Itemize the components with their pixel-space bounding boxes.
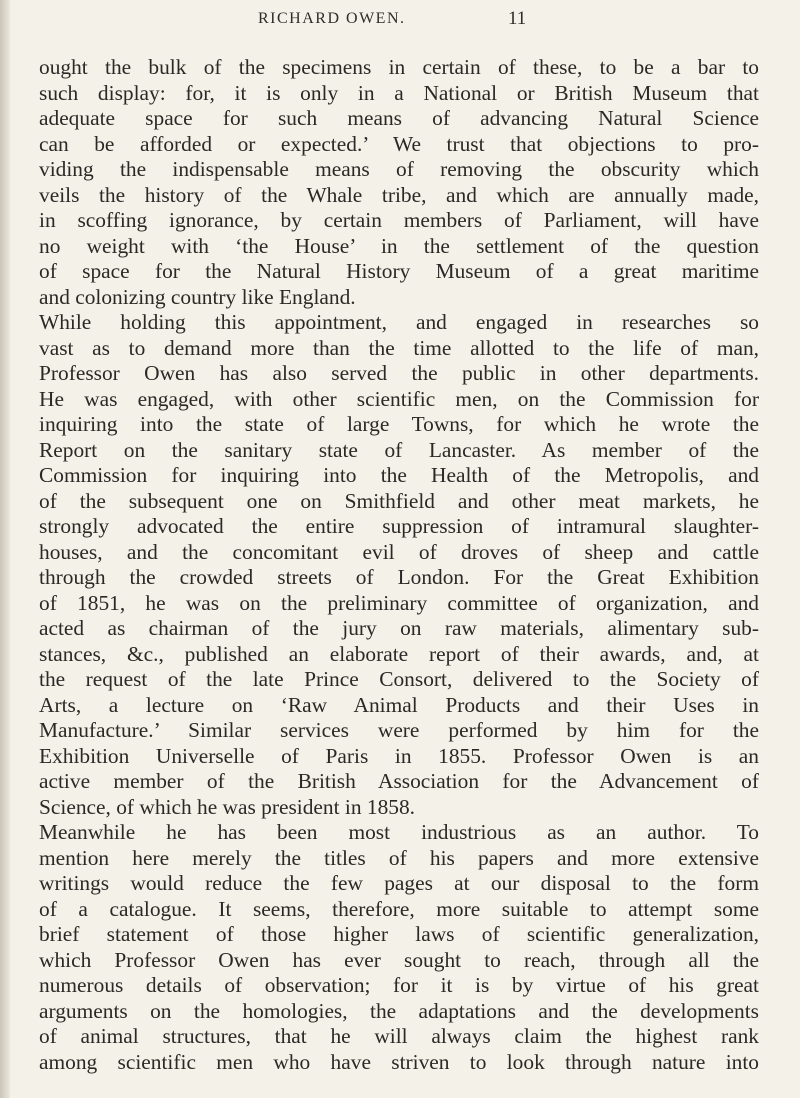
text-line: acted as chairman of the jury on raw materials, alimentary sub-: [39, 616, 759, 640]
text-line: houses, and the concomitant evil of droves of sheep and cattle: [39, 539, 759, 564]
text-line: arguments on the homologies, the adaptations and the developments: [39, 998, 759, 1023]
text-line: viding the indispensable means of removing the obscurity which: [39, 157, 759, 181]
text-line: of space for the Natural History Museum of a great maritime: [39, 259, 759, 283]
text-line: brief statement of those higher laws of scientific generalization,: [39, 922, 759, 946]
text-line: can be afforded or expected.’ We trust that objections to pro-: [39, 131, 759, 156]
text-line: Report on the sanitary state of Lancaster. As member of the: [39, 437, 759, 462]
page-number: 11: [508, 8, 527, 29]
running-head: [0, 10, 800, 34]
text-line: strongly advocated the entire suppression of intramural slaughter-: [39, 514, 759, 538]
text-line: While holding this appointment, and engaged in researches so: [39, 310, 759, 334]
text-line: of a catalogue. It seems, therefore, more suitable to attempt some: [39, 896, 759, 921]
text-line: among scientific men who have striven to look through nature into: [39, 1049, 759, 1074]
paragraph-end-line: Science, of which he was president in 1858.: [39, 794, 416, 819]
text-line: numerous details of observation; for it is by virtue of his great: [39, 973, 759, 997]
text-line: mention here merely the titles of his papers and more extensive: [39, 845, 759, 870]
paragraph-end-line: and colonizing country like England.: [39, 284, 356, 309]
text-line: no weight with ‘the House’ in the settlement of the question: [39, 233, 759, 258]
text-line: of animal structures, that he will always claim the highest rank: [39, 1024, 759, 1048]
page-binding-edge: [0, 0, 10, 1098]
text-line: which Professor Owen has ever sought to reach, through all the: [39, 947, 759, 972]
text-line: Meanwhile he has been most industrious as an author. To: [39, 820, 759, 844]
text-line: through the crowded streets of London. For the Great Exhibition: [39, 565, 759, 589]
text-line: Exhibition Universelle of Paris in 1855. Professor Owen is an: [39, 743, 759, 768]
text-line: active member of the British Association for the Advancement of: [39, 769, 759, 793]
text-line: ought the bulk of the specimens in certain of these, to be a bar to: [39, 55, 759, 79]
text-line: of the subsequent one on Smithfield and other meat markets, he: [39, 488, 759, 513]
body-text: [39, 55, 759, 1075]
text-line: adequate space for such means of advancing Natural Science: [39, 106, 759, 130]
text-line: vast as to demand more than the time allotted to the life of man,: [39, 335, 759, 360]
text-line: veils the history of the Whale tribe, and which are annually made,: [39, 182, 759, 207]
text-line: inquiring into the state of large Towns, for which he wrote the: [39, 412, 759, 436]
text-line: Commission for inquiring into the Health of the Metropolis, and: [39, 463, 759, 487]
text-line: stances, &c., published an elaborate report of their awards, and, at: [39, 641, 759, 666]
text-line: the request of the late Prince Consort, delivered to the Society of: [39, 667, 759, 691]
text-line: Arts, a lecture on ‘Raw Animal Products and their Uses in: [39, 692, 759, 717]
text-line: He was engaged, with other scientific men, on the Commission for: [39, 386, 759, 411]
running-title: RICHARD OWEN.: [258, 10, 406, 27]
text-line: writings would reduce the few pages at our disposal to the form: [39, 871, 759, 895]
text-line: Professor Owen has also served the public in other departments.: [39, 361, 759, 385]
text-line: such display: for, it is only in a National or British Museum that: [39, 80, 759, 105]
text-line: Manufacture.’ Similar services were performed by him for the: [39, 718, 759, 742]
text-line: of 1851, he was on the preliminary committee of organization, and: [39, 590, 759, 615]
text-line: in scoffing ignorance, by certain members of Parliament, will have: [39, 208, 759, 232]
